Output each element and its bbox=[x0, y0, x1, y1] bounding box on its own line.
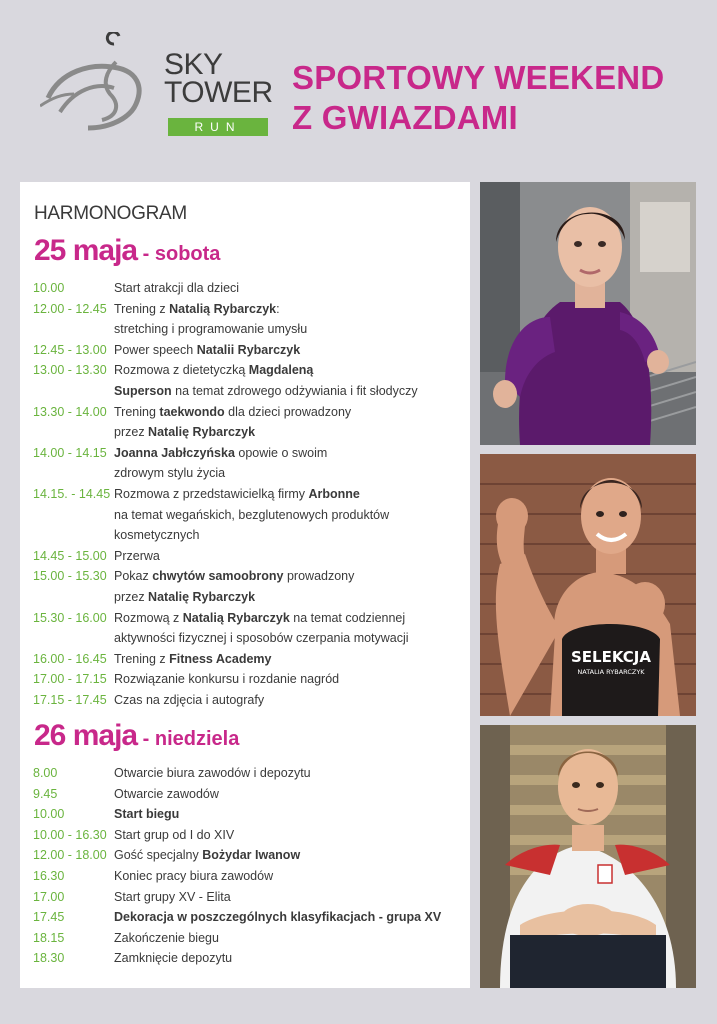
schedule-text: Trening z bbox=[114, 651, 170, 666]
schedule-row bbox=[33, 566, 466, 587]
schedule-time: 15.00 - 15.30 bbox=[33, 569, 107, 584]
schedule-time: 12.45 - 13.00 bbox=[33, 342, 107, 357]
schedule-description bbox=[114, 866, 273, 887]
schedule-text: Przerwa bbox=[114, 548, 160, 563]
schedule-highlight: Natalię Rybarczyk bbox=[148, 425, 256, 440]
schedule-description bbox=[114, 422, 255, 443]
schedule-row bbox=[33, 546, 466, 567]
schedule-row bbox=[33, 690, 466, 711]
schedule-highlight: Start biegu bbox=[114, 807, 180, 822]
headline bbox=[292, 58, 664, 138]
schedule-row bbox=[33, 340, 466, 361]
schedule-time bbox=[33, 381, 114, 402]
schedule-time: 10.00 - 16.30 bbox=[33, 827, 107, 842]
schedule-description bbox=[114, 784, 219, 805]
schedule-time: 14.45 - 15.00 bbox=[33, 548, 107, 563]
schedule-panel bbox=[20, 182, 470, 988]
schedule-highlight: Natalii Rybarczyk bbox=[196, 342, 301, 357]
schedule-text: Koniec pracy biura zawodów bbox=[114, 868, 274, 883]
runner-logo-icon bbox=[40, 32, 165, 137]
photo-man-white-shirt bbox=[480, 725, 696, 988]
schedule-description bbox=[114, 948, 232, 969]
schedule-time: 8.00 bbox=[33, 766, 58, 780]
schedule-description bbox=[114, 340, 300, 361]
day1-name: - sobota bbox=[137, 243, 221, 265]
logo-text-tower: TOWER bbox=[164, 76, 273, 109]
schedule-row bbox=[33, 402, 466, 423]
schedule-time: 13.00 - 13.30 bbox=[33, 363, 107, 378]
day1-schedule-list bbox=[33, 278, 466, 710]
schedule-highlight: Magdaleną bbox=[248, 363, 314, 378]
schedule-row bbox=[33, 628, 466, 649]
schedule-highlight: chwytów samoobrony bbox=[152, 569, 284, 584]
schedule-time: 14.00 - 14.15 bbox=[33, 445, 107, 460]
schedule-text: Czas na zdjęcia i autografy bbox=[114, 692, 265, 707]
schedule-row bbox=[33, 649, 466, 670]
schedule-heading: HARMONOGRAM bbox=[34, 203, 187, 224]
schedule-row bbox=[33, 907, 466, 928]
schedule-row bbox=[33, 804, 466, 825]
schedule-row bbox=[33, 299, 466, 320]
schedule-highlight: Bożydar Iwanow bbox=[202, 848, 301, 863]
schedule-text: Zamknięcie depozytu bbox=[114, 951, 233, 966]
schedule-description bbox=[114, 690, 264, 711]
schedule-row bbox=[33, 319, 466, 340]
schedule-description bbox=[114, 299, 280, 320]
schedule-text: Otwarcie biura zawodów i depozytu bbox=[114, 766, 311, 780]
schedule-description bbox=[114, 649, 271, 670]
schedule-highlight: Dekoracja w poszczególnych klasyfikacjach - grupa XV bbox=[114, 910, 442, 925]
schedule-time: 10.00 bbox=[33, 281, 65, 295]
schedule-text: Rozmowa z dietetyczką bbox=[114, 363, 249, 378]
schedule-description bbox=[114, 360, 313, 381]
schedule-time: 16.30 bbox=[33, 868, 65, 883]
schedule-text: Rozmowa z przedstawicielką firmy bbox=[114, 486, 309, 501]
schedule-highlight: taekwondo bbox=[159, 404, 225, 419]
schedule-text: Pokaz bbox=[114, 569, 153, 584]
schedule-row bbox=[33, 669, 466, 690]
schedule-highlight: Superson bbox=[114, 383, 172, 398]
schedule-row bbox=[33, 422, 466, 443]
schedule-row bbox=[33, 525, 466, 546]
schedule-description bbox=[114, 463, 225, 484]
schedule-highlight: Joanna Jabłczyńska bbox=[114, 445, 235, 460]
schedule-highlight: Natalię Rybarczyk bbox=[148, 589, 256, 604]
day2-name: - niedziela bbox=[137, 728, 240, 750]
schedule-text: Start grup od I do XIV bbox=[114, 827, 235, 842]
schedule-text: : bbox=[276, 301, 280, 316]
schedule-text: opowie o swoim bbox=[234, 445, 328, 460]
shirt-subtext: NATALIA RYBARCZYK bbox=[577, 668, 645, 676]
schedule-time: 18.15 bbox=[33, 930, 65, 945]
schedule-text: na temat wegańskich, bezglutenowych produktów bbox=[114, 507, 390, 522]
schedule-text: aktywności fizycznej i sposobów czerpania motywacji bbox=[114, 631, 409, 646]
schedule-text: stretching i programowanie umysłu bbox=[114, 322, 308, 337]
schedule-time: 17.45 bbox=[33, 910, 65, 925]
schedule-highlight: Natalią Rybarczyk bbox=[169, 301, 277, 316]
schedule-description bbox=[114, 608, 405, 629]
schedule-description bbox=[114, 804, 179, 825]
schedule-row bbox=[33, 784, 466, 805]
schedule-description bbox=[114, 278, 239, 299]
schedule-row bbox=[33, 484, 466, 505]
schedule-time bbox=[33, 628, 114, 649]
shirt-text: SELEKCJA bbox=[570, 648, 652, 666]
schedule-description bbox=[114, 505, 389, 526]
day1-title bbox=[34, 234, 220, 268]
schedule-time: 18.30 bbox=[33, 951, 65, 966]
schedule-text: przez bbox=[114, 425, 149, 440]
schedule-row bbox=[33, 928, 466, 949]
schedule-text: Rozmową z bbox=[114, 610, 183, 625]
schedule-time: 17.00 bbox=[33, 889, 65, 904]
schedule-row bbox=[33, 360, 466, 381]
schedule-time: 16.00 - 16.45 bbox=[33, 651, 107, 666]
schedule-description bbox=[114, 928, 219, 949]
schedule-text: zdrowym stylu życia bbox=[114, 466, 226, 481]
schedule-description bbox=[114, 628, 409, 649]
photo-runner-purple-jacket bbox=[480, 182, 696, 445]
schedule-time: 17.00 - 17.15 bbox=[33, 672, 107, 687]
schedule-row bbox=[33, 948, 466, 969]
schedule-text: na temat zdrowego odżywiania i fit słodyczy bbox=[171, 383, 418, 398]
schedule-text: Trening z bbox=[114, 301, 170, 316]
schedule-row bbox=[33, 505, 466, 526]
schedule-time bbox=[33, 587, 114, 608]
schedule-text: dla dzieci prowadzony bbox=[224, 404, 352, 419]
schedule-text: prowadzony bbox=[283, 569, 355, 584]
schedule-time bbox=[33, 463, 114, 484]
schedule-time: 12.00 - 12.45 bbox=[33, 301, 107, 316]
schedule-row bbox=[33, 587, 466, 608]
schedule-time: 9.45 bbox=[33, 786, 58, 801]
logo-text-sky: SKY bbox=[164, 48, 223, 81]
schedule-description bbox=[114, 566, 354, 587]
schedule-time: 17.15 - 17.45 bbox=[33, 692, 107, 707]
schedule-time: 14.15. - 14.45 bbox=[33, 486, 111, 501]
schedule-text: Start atrakcji dla dzieci bbox=[114, 281, 240, 295]
schedule-row bbox=[33, 463, 466, 484]
schedule-time bbox=[33, 319, 114, 340]
headline-line-1: SPORTOWY WEEKEND bbox=[292, 59, 665, 96]
schedule-description bbox=[114, 402, 351, 423]
schedule-text: Rozwiązanie konkursu i rozdanie nagród bbox=[114, 672, 340, 687]
schedule-time bbox=[33, 525, 114, 546]
schedule-row bbox=[33, 278, 466, 299]
schedule-highlight: Natalią Rybarczyk bbox=[182, 610, 290, 625]
schedule-description bbox=[114, 319, 307, 340]
schedule-time: 15.30 - 16.00 bbox=[33, 610, 107, 625]
day2-title bbox=[34, 719, 239, 753]
day1-date: 25 maja bbox=[34, 234, 138, 267]
schedule-time: 13.30 - 14.00 bbox=[33, 404, 107, 419]
schedule-time bbox=[33, 422, 114, 443]
day2-schedule-list bbox=[33, 763, 466, 969]
schedule-description bbox=[114, 825, 234, 846]
schedule-text: Start grupy XV - Elita bbox=[114, 889, 231, 904]
schedule-text: na temat codziennej bbox=[289, 610, 406, 625]
photo-woman-selekcja-shirt bbox=[480, 454, 696, 716]
schedule-text: Otwarcie zawodów bbox=[114, 786, 219, 801]
schedule-row bbox=[33, 825, 466, 846]
schedule-text: kosmetycznych bbox=[114, 528, 200, 543]
schedule-row bbox=[33, 763, 466, 784]
schedule-highlight: Arbonne bbox=[308, 486, 360, 501]
schedule-row bbox=[33, 381, 466, 402]
schedule-time: 12.00 - 18.00 bbox=[33, 848, 107, 863]
headline-line-2: Z GWIAZDAMI bbox=[292, 99, 518, 136]
schedule-description bbox=[114, 484, 360, 505]
schedule-row bbox=[33, 887, 466, 908]
schedule-description bbox=[114, 546, 160, 567]
schedule-text: Trening bbox=[114, 404, 160, 419]
schedule-description bbox=[114, 907, 441, 928]
schedule-row bbox=[33, 866, 466, 887]
schedule-text: Zakończenie biegu bbox=[114, 930, 219, 945]
schedule-highlight: Fitness Academy bbox=[169, 651, 272, 666]
schedule-row bbox=[33, 845, 466, 866]
schedule-row bbox=[33, 608, 466, 629]
schedule-description bbox=[114, 587, 255, 608]
schedule-description bbox=[114, 443, 327, 464]
schedule-time: 10.00 bbox=[33, 807, 65, 822]
schedule-description bbox=[114, 887, 231, 908]
schedule-text: Power speech bbox=[114, 342, 197, 357]
schedule-description bbox=[114, 763, 311, 784]
sky-tower-run-logo bbox=[40, 32, 280, 142]
schedule-row bbox=[33, 443, 466, 464]
schedule-description bbox=[114, 381, 418, 402]
schedule-time bbox=[33, 505, 114, 526]
day2-date: 26 maja bbox=[34, 719, 138, 752]
schedule-description bbox=[114, 525, 199, 546]
schedule-text: przez bbox=[114, 589, 149, 604]
schedule-description bbox=[114, 669, 339, 690]
schedule-text: Gość specjalny bbox=[114, 848, 203, 863]
logo-text-run: RUN bbox=[168, 118, 268, 136]
schedule-description bbox=[114, 845, 300, 866]
